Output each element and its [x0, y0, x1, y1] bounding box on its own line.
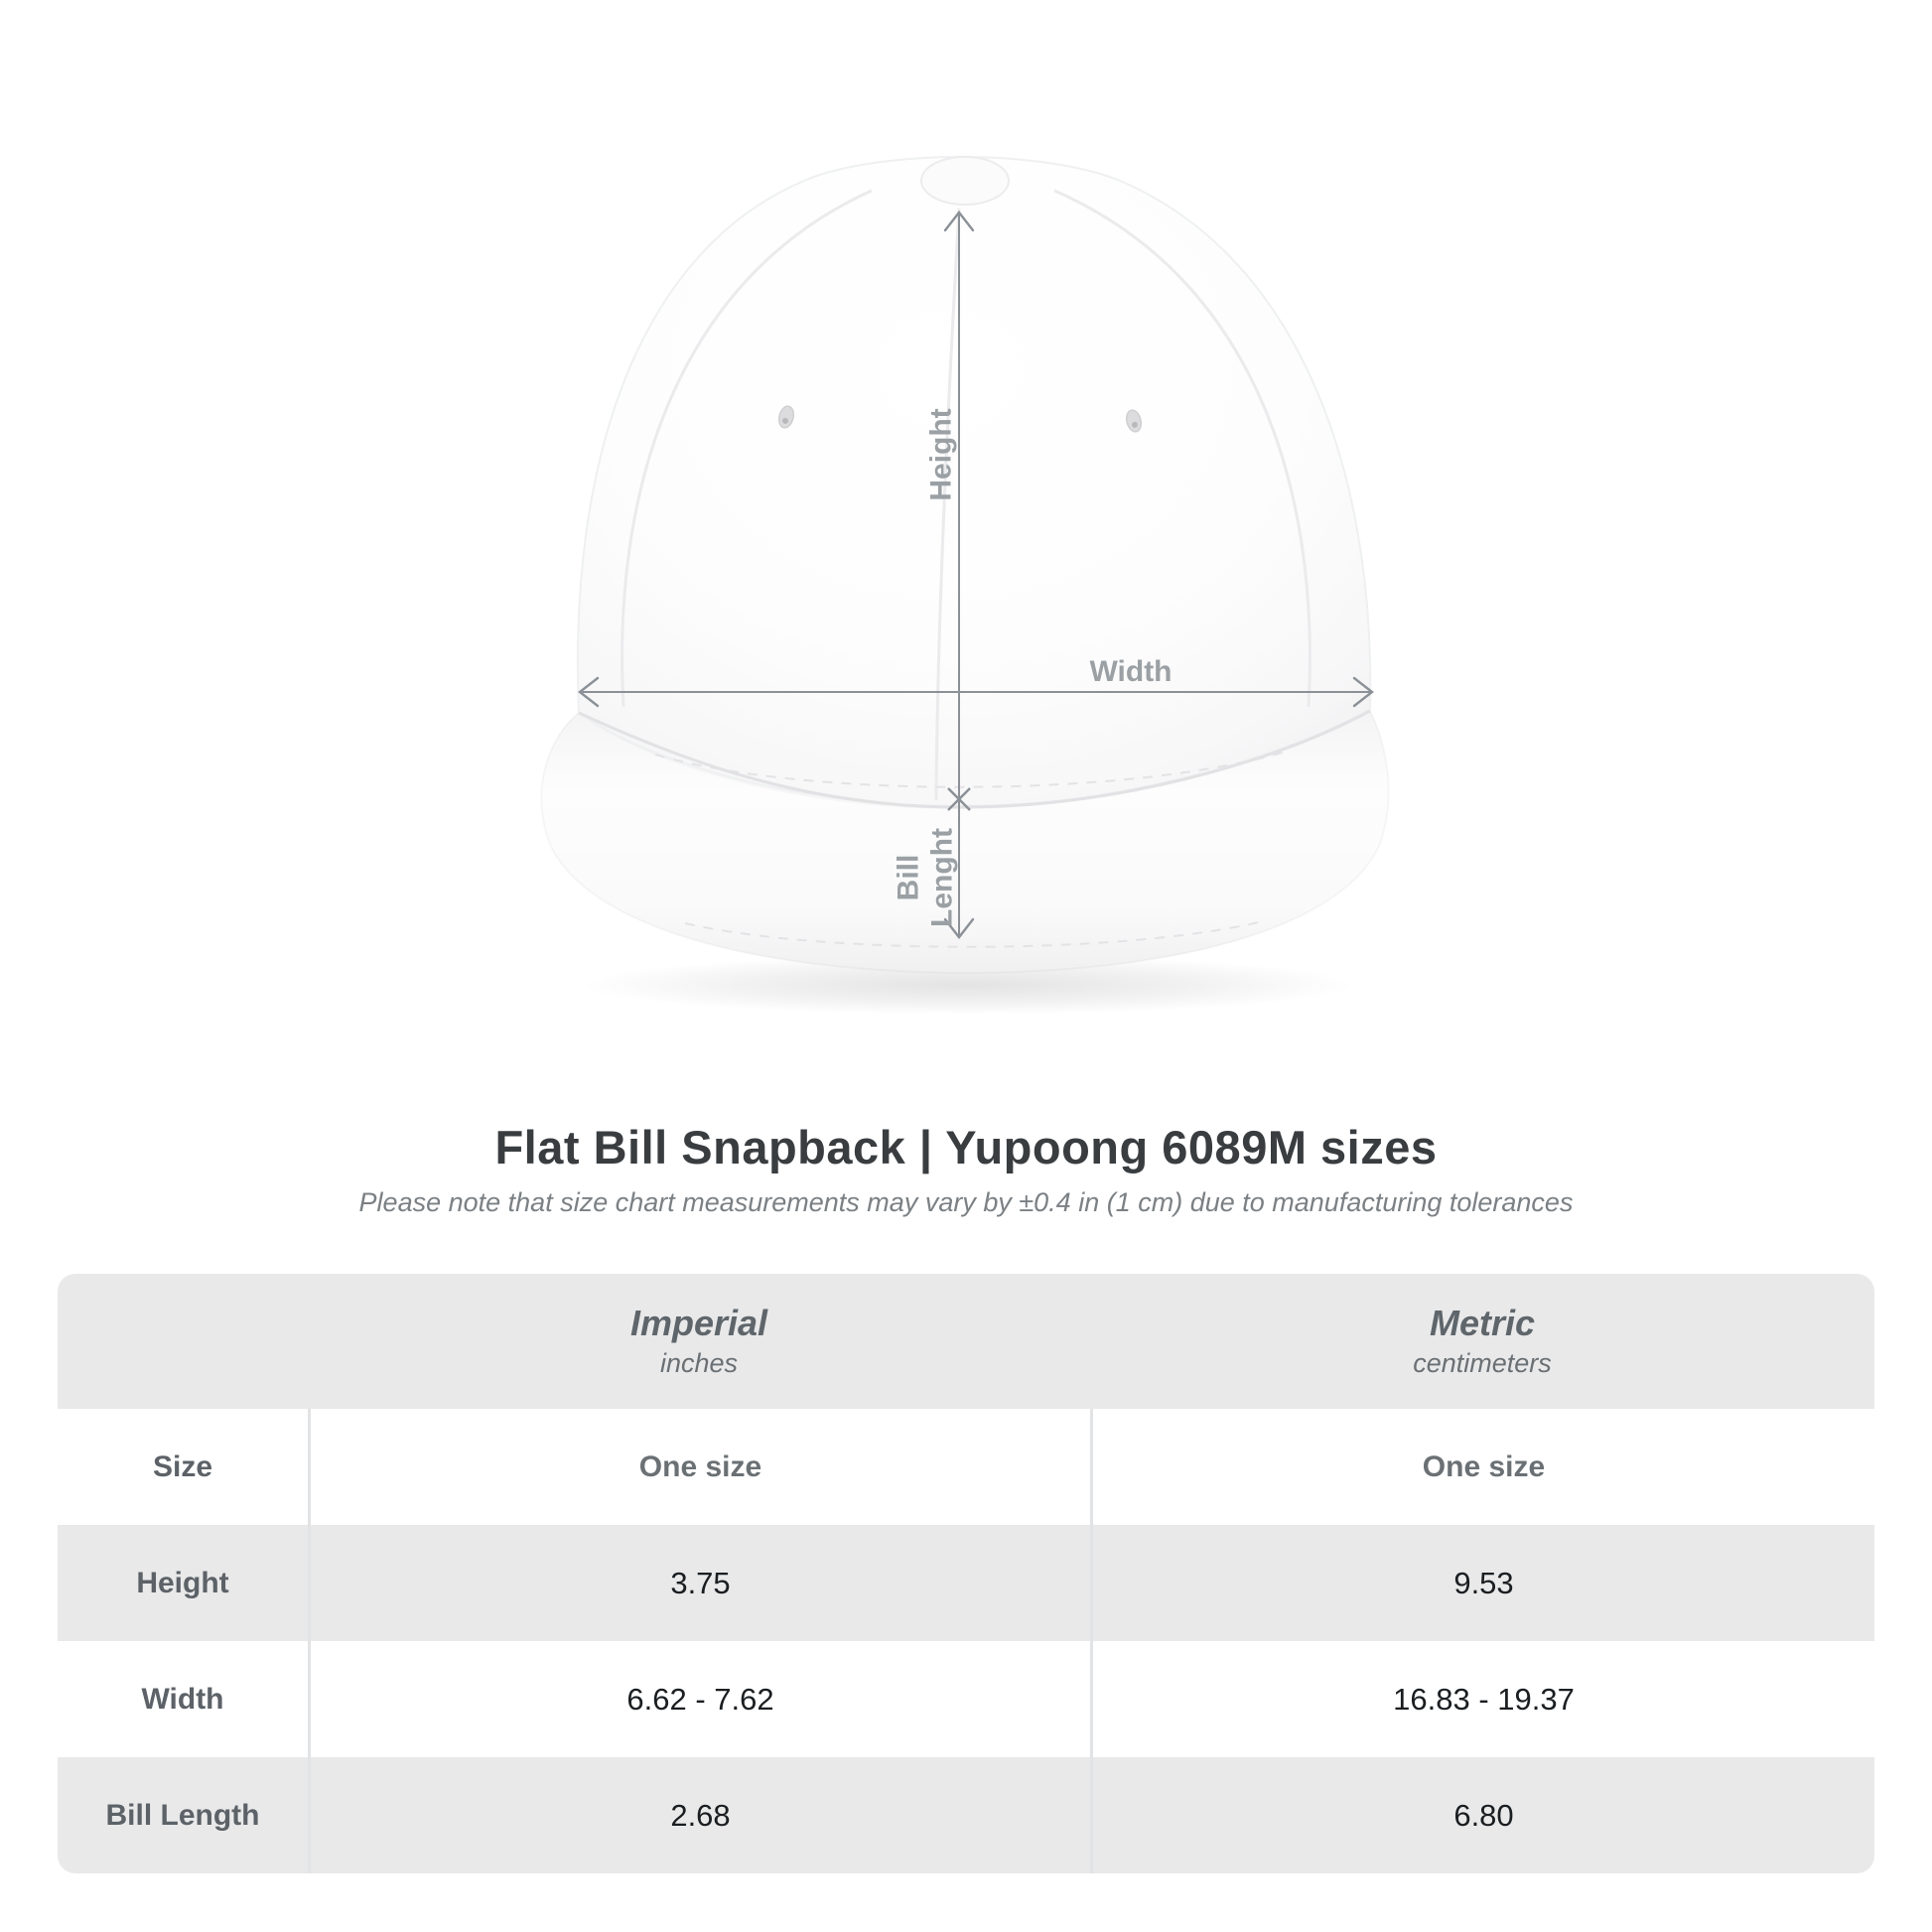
size-chart-table — [58, 1274, 1874, 1873]
row-label: Bill Length — [105, 1798, 260, 1832]
imperial-value: 2.68 — [308, 1757, 1090, 1873]
imperial-column-unit: inches — [659, 1348, 739, 1378]
bill-length-label-line2: Lenght — [925, 828, 959, 927]
table-row-width — [58, 1641, 1874, 1757]
page-title: Flat Bill Snapback | Yupoong 6089M sizes — [494, 1121, 1438, 1173]
table-row-size — [58, 1409, 1874, 1525]
row-label: Width — [141, 1682, 224, 1716]
metric-column-header — [1090, 1304, 1874, 1379]
metric-value: 6.80 — [1090, 1757, 1874, 1873]
metric-column-unit: centimeters — [1413, 1348, 1552, 1378]
tolerance-note: Please note that size chart measurements may vary by ±0.4 in (1 cm) due to manufacturing tolerances — [358, 1187, 1574, 1217]
metric-value: 9.53 — [1090, 1525, 1874, 1641]
bill-length-label-line1: Bill — [892, 854, 925, 901]
table-row-bill-length — [58, 1757, 1874, 1873]
imperial-value: 6.62 - 7.62 — [308, 1641, 1090, 1757]
metric-column-title: Metric — [1429, 1303, 1536, 1343]
imperial-value: 3.75 — [308, 1525, 1090, 1641]
imperial-value: One size — [308, 1409, 1090, 1525]
table-header-band — [58, 1274, 1874, 1409]
height-label: Height — [924, 408, 958, 501]
width-label: Width — [1089, 655, 1173, 688]
hat-top-button — [921, 157, 1009, 205]
metric-value: One size — [1090, 1409, 1874, 1525]
heading-block — [0, 1120, 1932, 1219]
metric-value: 16.83 - 19.37 — [1090, 1641, 1874, 1757]
hat-crown — [578, 157, 1370, 806]
row-label: Size — [152, 1449, 213, 1483]
imperial-column-title: Imperial — [629, 1303, 768, 1343]
imperial-column-header — [308, 1304, 1090, 1379]
row-label: Height — [136, 1566, 229, 1599]
table-row-height — [58, 1525, 1874, 1641]
